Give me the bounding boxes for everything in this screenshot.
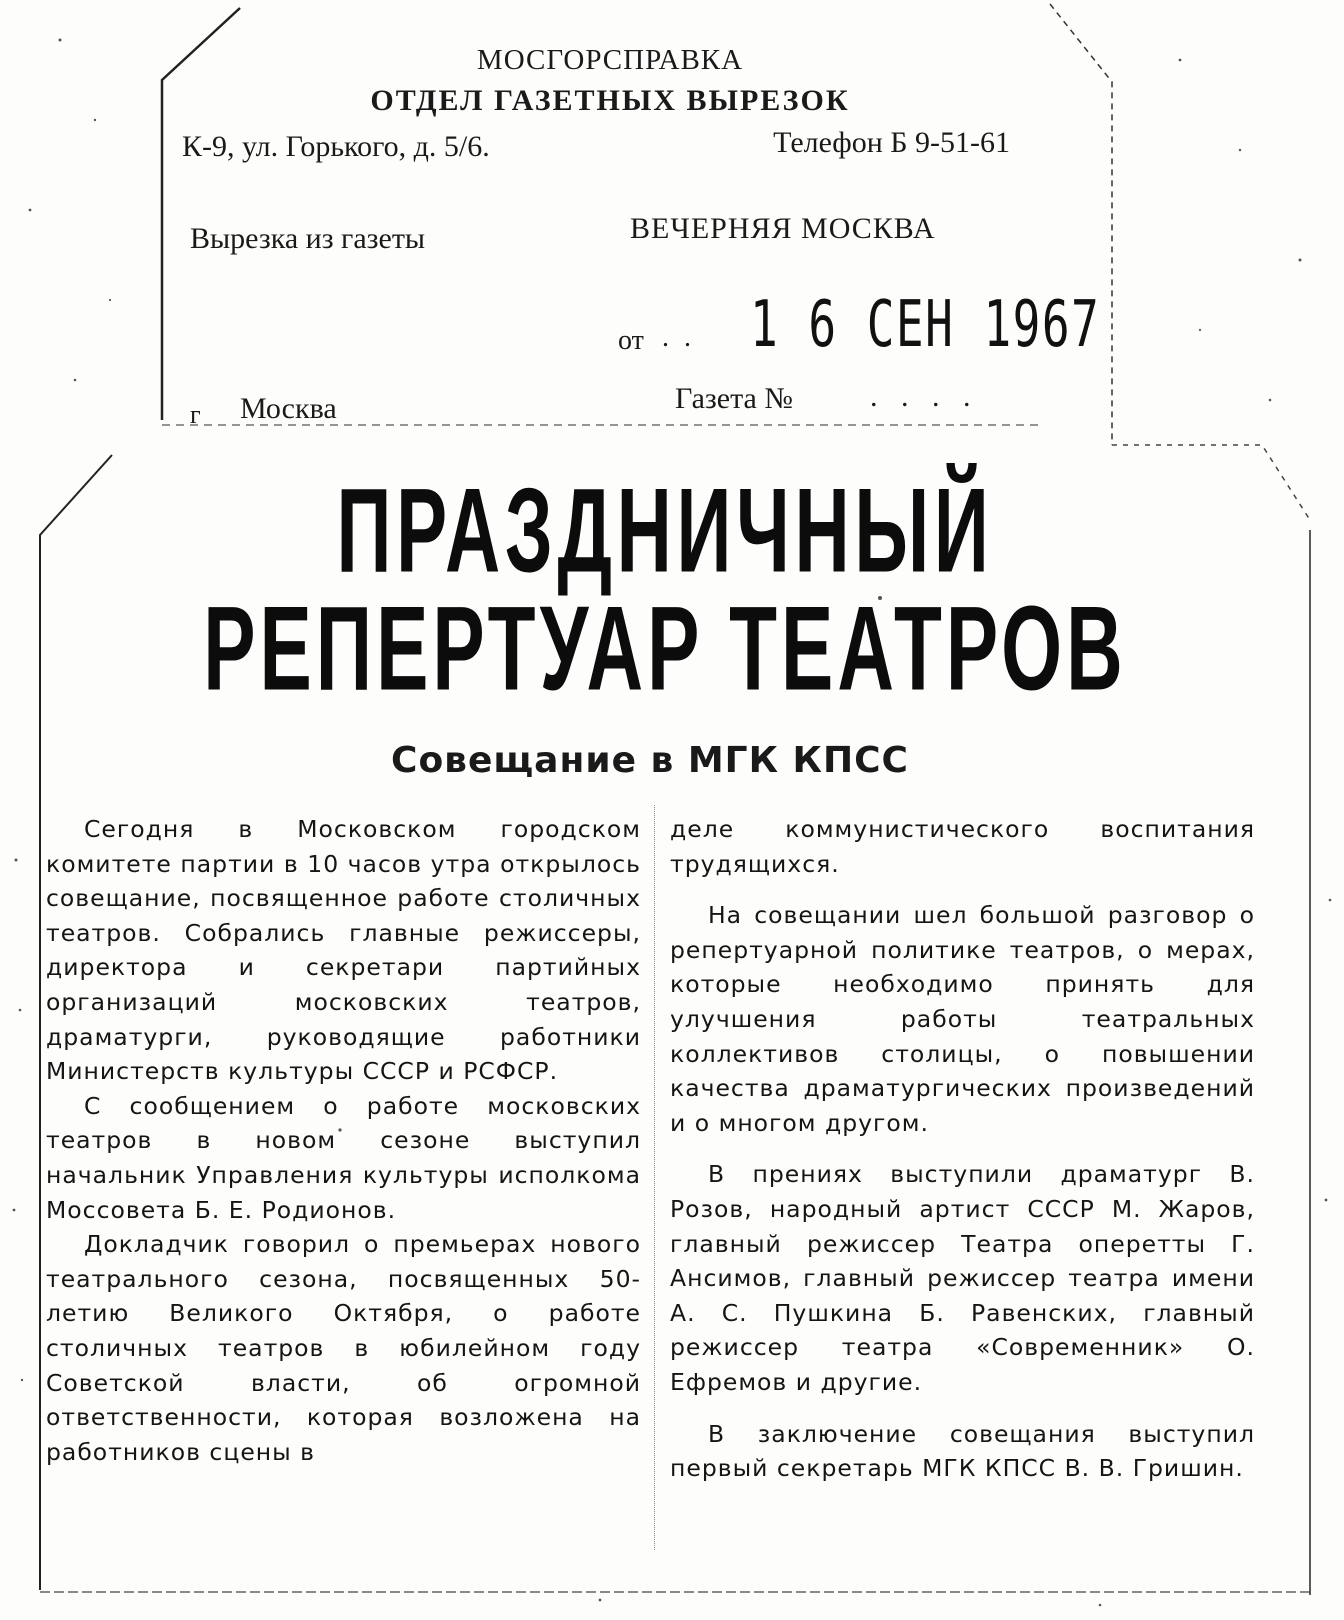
issue-label: Газета № xyxy=(675,382,793,415)
article-paragraph: деле коммунистического воспитания трудящихся. xyxy=(670,815,1255,878)
agency-phone: Телефон Б 9-51-61 xyxy=(773,126,1010,159)
article-paragraph: В прениях выступили драматург В. Розов, народный артист СССР М. Жаров, главный режиссер Театра оперетты Г. Ансимов, главный режиссер театра имени А. С. Пушкина Б. Равенских, главный режиссер театра «Современник» О. Ефремов и другие. xyxy=(670,1160,1255,1396)
article-column-left xyxy=(46,812,641,1469)
city-name: Москва xyxy=(240,392,337,425)
agency-name: МОСГОРСПРАВКА xyxy=(476,44,744,76)
column-divider xyxy=(654,805,655,1550)
article-paragraph: На совещании шел большой разговор о репертуарной политике театров, о мерах, которые необходимо принять для улучшения работы театральных коллективов столицы, о повышении качества драматургических произведений и о многом другом. xyxy=(670,901,1255,1137)
date-dots: . . xyxy=(662,322,695,353)
article-paragraph: Сегодня в Московском городском комитете партии в 10 часов утра открылось совещание, посвященное работе столичных театров. Собрались главные режиссеры, директора и секретари партийных организаций московских театров, драматурги, руководящие работники Министерств культуры СССР и РСФСР. xyxy=(46,815,641,1086)
article-headline xyxy=(40,462,1290,715)
headline-line-1: ПРАЗДНИЧНЫЙ xyxy=(336,462,994,597)
department-name: ОТДЕЛ ГАЗЕТНЫХ ВЫРЕЗОК xyxy=(370,84,850,117)
article-paragraph: Докладчик говорил о премьерах нового театрального сезона, посвященных 50-летию Великого Октября, о работе столичных театров в юбилейном году Советской власти, об огромной ответственности, которая возложена на работников сцены в xyxy=(46,1230,641,1466)
article-paragraph: С сообщением о работе московских театров в новом сезоне выступил начальник Управления культуры исполкома Моссовета Б. Е. Родионов. xyxy=(46,1091,641,1224)
city-prefix: г xyxy=(190,400,201,429)
newspaper-name: ВЕЧЕРНЯЯ МОСКВА xyxy=(630,212,936,245)
issue-dots: . . . . xyxy=(870,380,979,413)
article-column-right xyxy=(670,812,1255,1486)
article-subheadline: Совещание в МГК КПСС xyxy=(391,740,909,781)
cut-from-label: Вырезка из газеты xyxy=(190,222,426,255)
article-paragraph: В заключение совещания выступил первый секретарь МГК КПСС В. В. Гришин. xyxy=(670,1419,1255,1483)
agency-address: К-9, ул. Горького, д. 5/6. xyxy=(182,130,490,163)
date-label: от xyxy=(618,325,644,356)
stamp-date: 1 6 СЕН 1967 xyxy=(750,288,1101,362)
headline-line-2: РЕПЕРТУАР ТЕАТРОВ xyxy=(203,580,1127,715)
archive-stamp xyxy=(170,40,1101,440)
